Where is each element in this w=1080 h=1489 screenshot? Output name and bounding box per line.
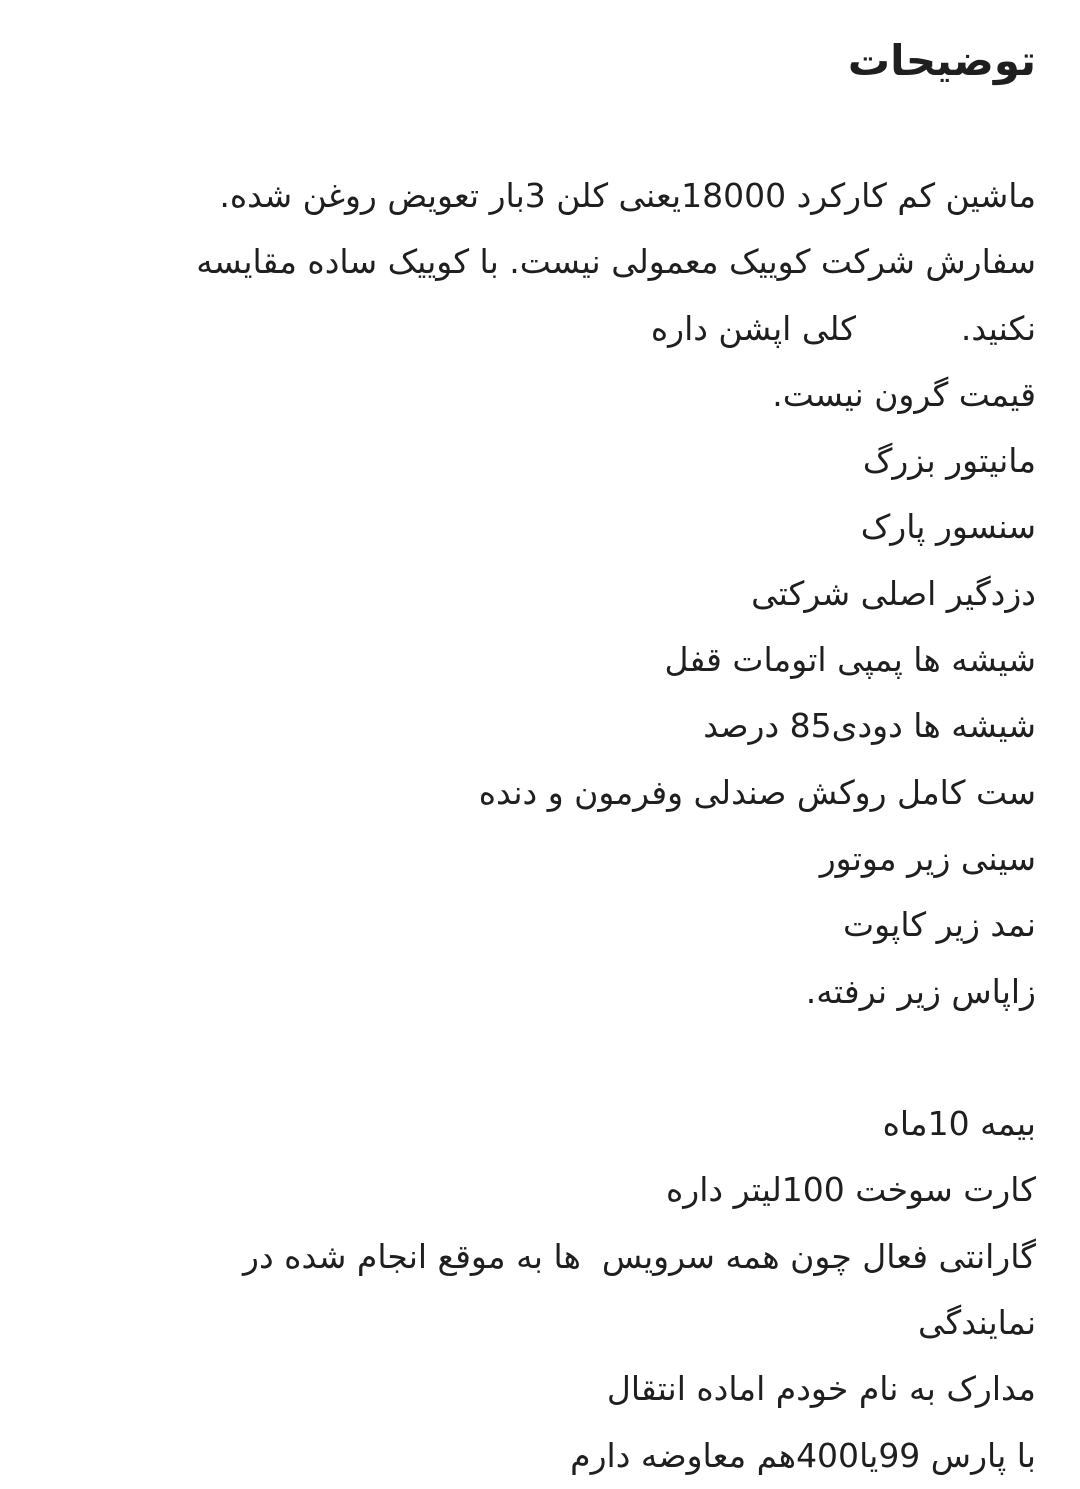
description-heading: توضیحات: [847, 36, 1036, 85]
description-line: دزدگیر اصلی شرکتی: [751, 573, 1036, 613]
description-line: ماشین کم کارکرد 18000یعنی کلن 3بار تعویض روغن شده.: [219, 176, 1036, 215]
description-line: کارت سوخت 100لیتر داره: [665, 1170, 1036, 1210]
description-line: شیشه ها پمپی اتومات قفل: [664, 640, 1036, 680]
description-line: مانیتور بزرگ: [862, 441, 1036, 481]
description-line: بیمه 10ماه: [882, 1104, 1036, 1144]
description-blank-line: [40, 1025, 1036, 1091]
description-line: شیشه ها دودی85 درصد: [703, 706, 1036, 746]
description-line: سنسور پارک: [860, 507, 1036, 547]
description-line: زاپاس زیر نرفته.: [805, 971, 1036, 1011]
description-text: [40, 163, 1036, 1489]
description-line: سینی زیر موتور: [819, 838, 1036, 878]
description-line: نمایندگی: [918, 1303, 1036, 1343]
description-line: نکنید. کلی اپشن داره: [650, 308, 1036, 348]
description-line: ست کامل روکش صندلی وفرمون و دنده: [478, 772, 1036, 812]
description-line: نمد زیر کاپوت: [843, 905, 1036, 945]
description-line: با پارس 99یا400هم معاوضه دارم: [570, 1435, 1036, 1475]
description-line: سفارش شرکت کوییک معمولی نیست. با کوییک ساده مقایسه: [196, 242, 1036, 282]
description-line: مدارک به نام خودم اماده انتقال: [606, 1369, 1036, 1409]
description-line: قیمت گرون نیست.: [772, 374, 1036, 414]
description-line: گارانتی فعال چون همه سرویس ها به موقع انجام شده در: [243, 1236, 1036, 1276]
